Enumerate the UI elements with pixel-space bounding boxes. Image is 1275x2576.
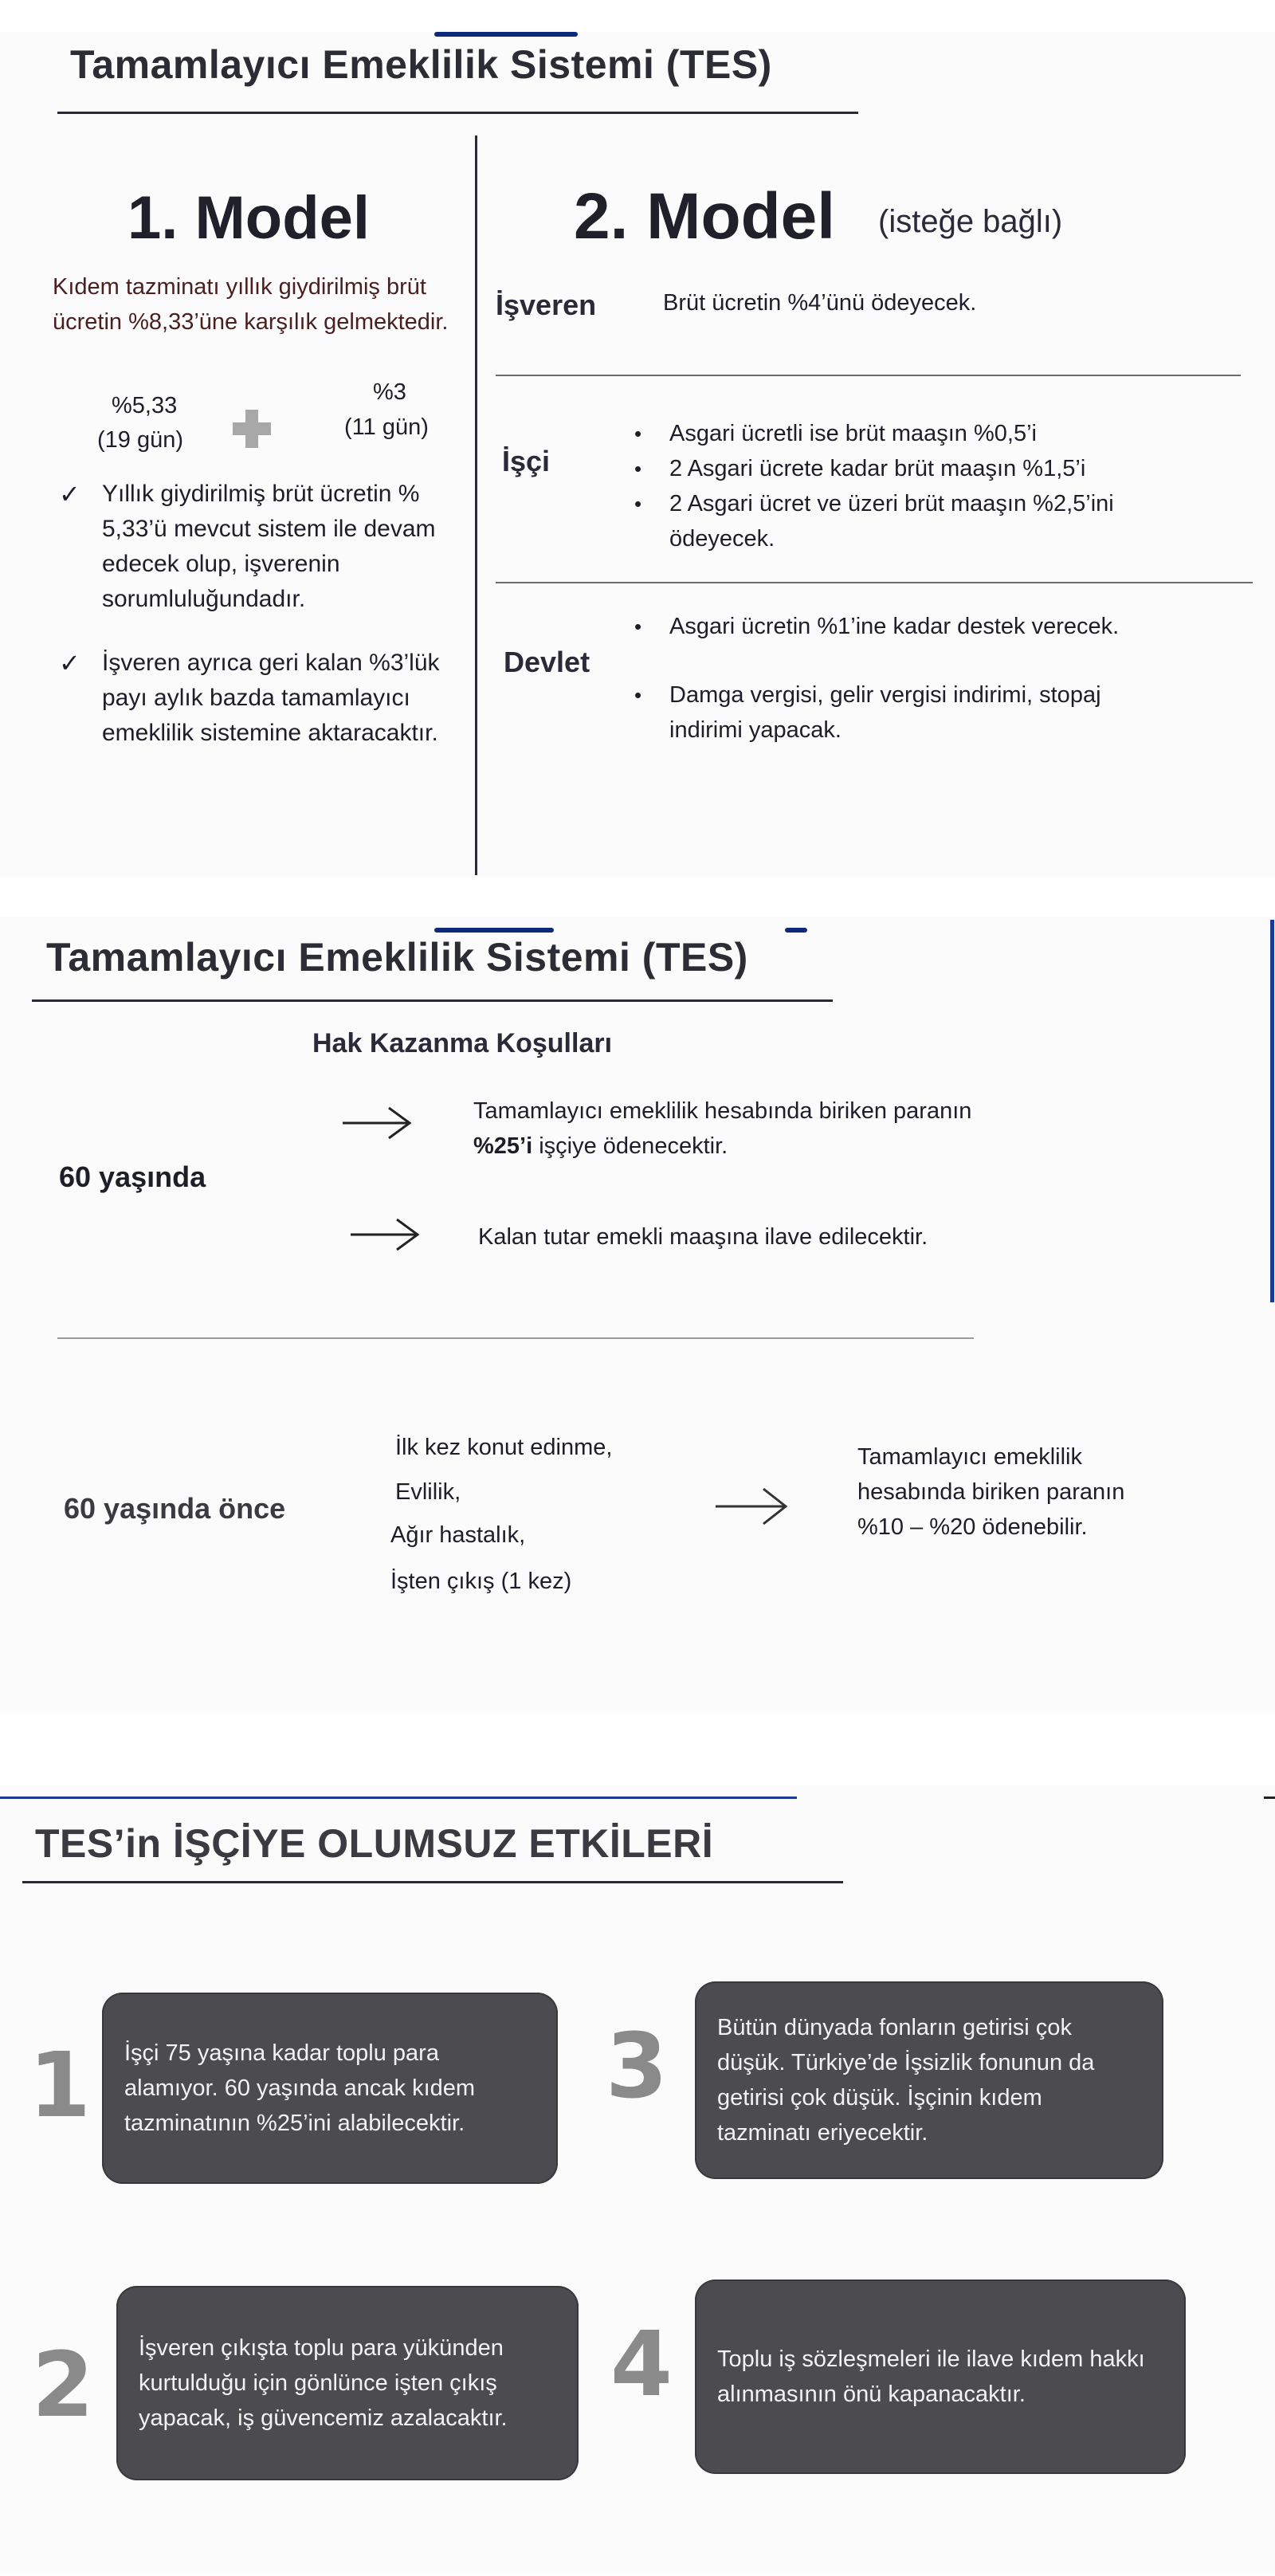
condition-4: İşten çıkış (1 kez) <box>390 1569 572 1594</box>
devlet-item-2-text: Damga vergisi, gelir vergisi indirimi, stopaj indirimi yapacak. <box>669 682 1101 743</box>
row-divider-2 <box>496 582 1253 583</box>
condition-2: Evlilik, <box>395 1479 461 1505</box>
condition-3: Ağır hastalık, <box>390 1522 526 1548</box>
check-icon: ✓ <box>59 480 80 509</box>
slide-2 <box>0 917 1275 1714</box>
item-2-box <box>116 2286 579 2480</box>
arrow-right-icon <box>349 1215 421 1259</box>
slide-2-divider <box>57 1337 974 1339</box>
bullet-icon: • <box>634 422 642 446</box>
slide-1-title-rule <box>57 112 858 114</box>
item-4-text: Toplu iş sözleşmeleri ile ilave kıdem hakkı alınmasının önü kapanacaktır. <box>717 2346 1145 2407</box>
isci-label: İşçi <box>502 445 551 477</box>
row-1-label: 60 yaşında <box>59 1160 206 1193</box>
isci-item-2 <box>634 451 1227 486</box>
model-1-check-2 <box>59 646 477 751</box>
bullet-icon: • <box>634 683 642 707</box>
slide-2-title: Tamamlayıcı Emeklilik Sistemi (TES) <box>46 935 748 980</box>
slide-3-title: TES’in İŞÇİYE OLUMSUZ ETKİLERİ <box>35 1821 714 1866</box>
row-1-text-1 <box>473 1094 991 1164</box>
isci-item-3 <box>634 486 1219 556</box>
item-3-text: Bütün dünyada fonların getirisi çok düşük. Türkiye’de İşsizlik fonunun da getirisi çok düşük. İşçinin kıdem tazminatı eriyecektir. <box>717 2015 1095 2146</box>
slide-2-top-mark <box>434 928 554 933</box>
slide-1-title: Tamamlayıcı Emeklilik Sistemi (TES) <box>70 42 772 87</box>
slide-2-top-mark-right <box>785 928 807 933</box>
item-3-number: 3 <box>606 2015 668 2119</box>
model-2-subheading: (isteğe bağlı) <box>878 204 1063 239</box>
slide-2-title-rule <box>32 999 833 1002</box>
devlet-item-1-text: Asgari ücretin %1’ine kadar destek verecek. <box>669 614 1120 639</box>
arrow-right-icon <box>714 1484 789 1533</box>
item-4-box <box>695 2280 1186 2474</box>
item-2-number: 2 <box>32 2334 94 2437</box>
slide-3 <box>0 1785 1275 2574</box>
row-1-text-1-tail: işçiye ödenecektir. <box>532 1133 728 1159</box>
devlet-item-2 <box>634 677 1163 748</box>
column-divider <box>475 135 477 875</box>
bullet-icon: • <box>634 457 642 481</box>
isveren-label: İşveren <box>496 289 597 321</box>
row-divider-1 <box>496 375 1241 376</box>
slide-2-edge <box>1270 920 1274 1302</box>
part-a-pct: %5,33 <box>112 393 178 418</box>
plus-icon <box>231 408 273 450</box>
row-1-text-1-lead: Tamamlayıcı emeklilik hesabında biriken paranın <box>473 1098 972 1124</box>
row-2-label: 60 yaşında önce <box>64 1492 286 1525</box>
item-1-box <box>102 1993 558 2184</box>
part-b-pct: %3 <box>373 379 406 405</box>
isci-item-2-text: 2 Asgari ücrete kadar brüt maaşın %1,5’i <box>669 456 1086 481</box>
slide-3-title-rule <box>22 1881 843 1883</box>
bullet-icon: • <box>634 615 642 638</box>
row-2-result: Tamamlayıcı emeklilik hesabında biriken paranın %10 – %20 ödenebilir. <box>857 1444 1125 1540</box>
slide-2-subtitle: Hak Kazanma Koşulları <box>312 1028 613 1058</box>
item-2-text: İşveren çıkışta toplu para yükünden kurtulduğu için gönlünce işten çıkış yapacak, iş güvencemiz azalacaktır. <box>139 2335 508 2431</box>
isci-item-3-text: 2 Asgari ücret ve üzeri brüt maaşın %2,5’ini ödeyecek. <box>669 491 1114 552</box>
item-1-number: 1 <box>29 2034 91 2138</box>
devlet-label: Devlet <box>504 646 590 678</box>
isveren-text: Brüt ücretin %4’ünü ödeyecek. <box>663 290 977 316</box>
condition-1: İlk kez konut edinme, <box>395 1435 613 1460</box>
slide-3-edge-tick <box>1264 1797 1275 1799</box>
model-1-check-1 <box>59 477 469 617</box>
isci-item-1-text: Asgari ücretli ise brüt maaşın %0,5’i <box>669 421 1037 446</box>
isci-item-1 <box>634 416 1227 451</box>
slide-1-top-mark <box>434 32 578 37</box>
row-1-text-1-bold: %25’i <box>473 1133 533 1159</box>
arrow-right-icon <box>341 1103 413 1147</box>
bullet-icon: • <box>634 492 642 516</box>
check-icon: ✓ <box>59 649 80 677</box>
model-1-check-2-text: İşveren ayrıca geri kalan %3’lük payı aylık bazda tamamlayıcı emeklilik sistemine aktaracaktır. <box>102 650 440 746</box>
item-3-box <box>695 1981 1163 2179</box>
slide-1 <box>0 32 1275 877</box>
model-2-heading: 2. Model <box>574 180 836 253</box>
slide-3-top-line <box>0 1797 797 1799</box>
part-b-days: (11 gün) <box>344 414 429 440</box>
part-a-days: (19 gün) <box>97 427 184 453</box>
devlet-item-1 <box>634 609 1148 644</box>
item-1-text: İşçi 75 yaşına kadar toplu para alamıyor. 60 yaşında ancak kıdem tazminatının %25’ini alabilecektir. <box>124 2040 476 2136</box>
model-1-intro: Kıdem tazminatı yıllık giydirilmiş brüt ücretin %8,33’üne karşılık gelmektedir. <box>53 274 449 335</box>
model-1-check-1-text: Yıllık giydirilmiş brüt ücretin % 5,33’ü mevcut sistem ile devam edecek olup, işverenin sorumluluğundadır. <box>102 481 436 612</box>
item-4-number: 4 <box>610 2313 673 2417</box>
model-1-heading: 1. Model <box>128 184 371 252</box>
row-1-text-2: Kalan tutar emekli maaşına ilave edilecektir. <box>478 1224 928 1250</box>
